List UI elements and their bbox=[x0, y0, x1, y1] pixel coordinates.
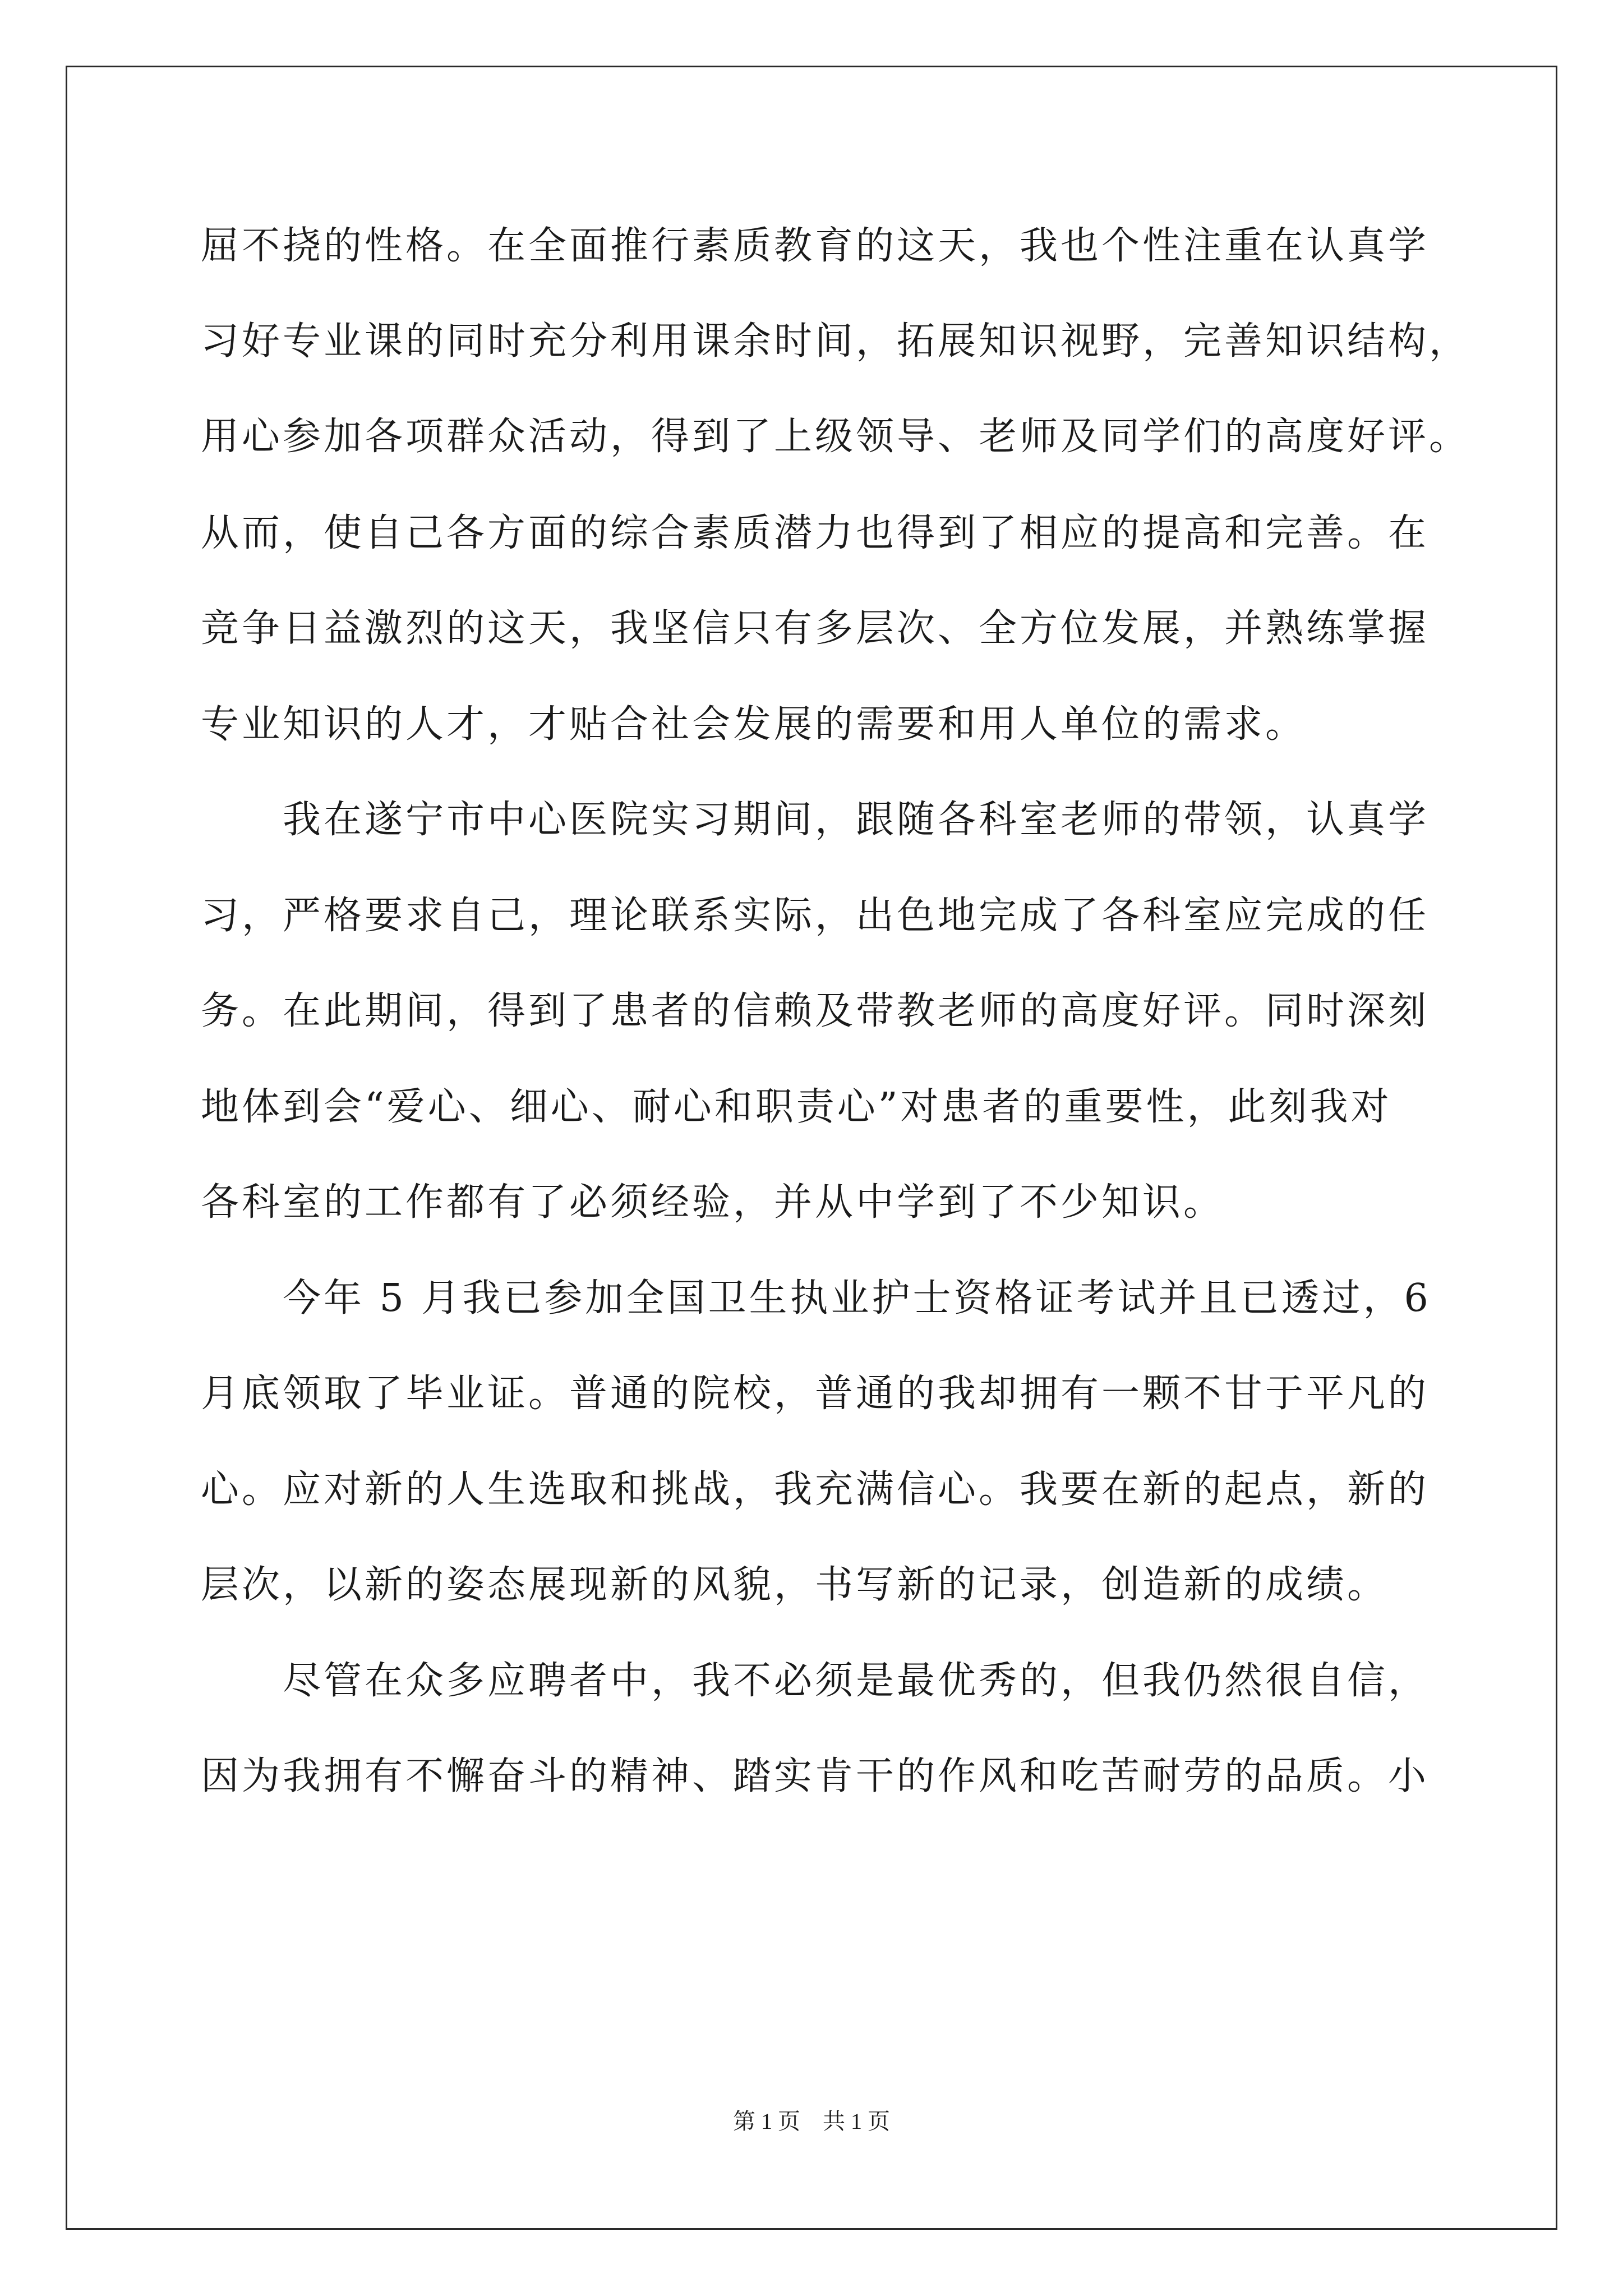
text-line: 因为我拥有不懈奋斗的精神、踏实肯干的作风和吃苦耐劳的品质。小 bbox=[201, 1754, 1430, 1798]
text-line: 竞争日益激烈的这天，我坚信只有多层次、全方位发展，并熟练掌握 bbox=[201, 606, 1430, 651]
text-line: 从而，使自己各方面的综合素质潜力也得到了相应的提高和完善。在 bbox=[201, 511, 1430, 555]
text-line: 各科室的工作都有了必须经验，并从中学到了不少知识。 bbox=[201, 1180, 1225, 1225]
text-line: 习，严格要求自己，理论联系实际，出色地完成了各科室应完成的任 bbox=[201, 894, 1430, 938]
text-line: 务。在此期间，得到了患者的信赖及带教老师的高度好评。同时深刻 bbox=[201, 989, 1430, 1033]
page-number: 第 1 页 共 1 页 bbox=[733, 2109, 890, 2134]
text-line: 尽管在众多应聘者中，我不必须是最优秀的，但我仍然很自信， bbox=[201, 1659, 1430, 1703]
text-line: 月底领取了毕业证。普通的院校，普通的我却拥有一颗不甘于平凡的 bbox=[201, 1372, 1430, 1416]
text-line: 屈不挠的性格。在全面推行素质教育的这天，我也个性注重在认真学 bbox=[201, 224, 1430, 268]
text-line: 层次，以新的姿态展现新的风貌，书写新的记录，创造新的成绩。 bbox=[201, 1563, 1389, 1607]
text-line: 地体到会“爱心、细心、耐心和职责心”对患者的重要性，此刻我对 bbox=[201, 1085, 1392, 1129]
text-line: 习好专业课的同时充分利用课余时间，拓展知识视野，完善知识结构， bbox=[201, 319, 1470, 364]
text-line: 专业知识的人才，才贴合社会发展的需要和用人单位的需求。 bbox=[201, 702, 1307, 747]
text-line: 我在遂宁市中心医院实习期间，跟随各科室老师的带领，认真学 bbox=[201, 798, 1430, 842]
text-line: 用心参加各项群众活动，得到了上级领导、老师及同学们的高度好评。 bbox=[201, 415, 1470, 459]
page-border bbox=[66, 66, 1557, 2230]
text-line: 今年 5 月我已参加全国卫生执业护士资格证考试并且已透过，6 bbox=[201, 1276, 1431, 1320]
text-line: 心。应对新的人生选取和挑战，我充满信心。我要在新的起点，新的 bbox=[201, 1467, 1430, 1512]
